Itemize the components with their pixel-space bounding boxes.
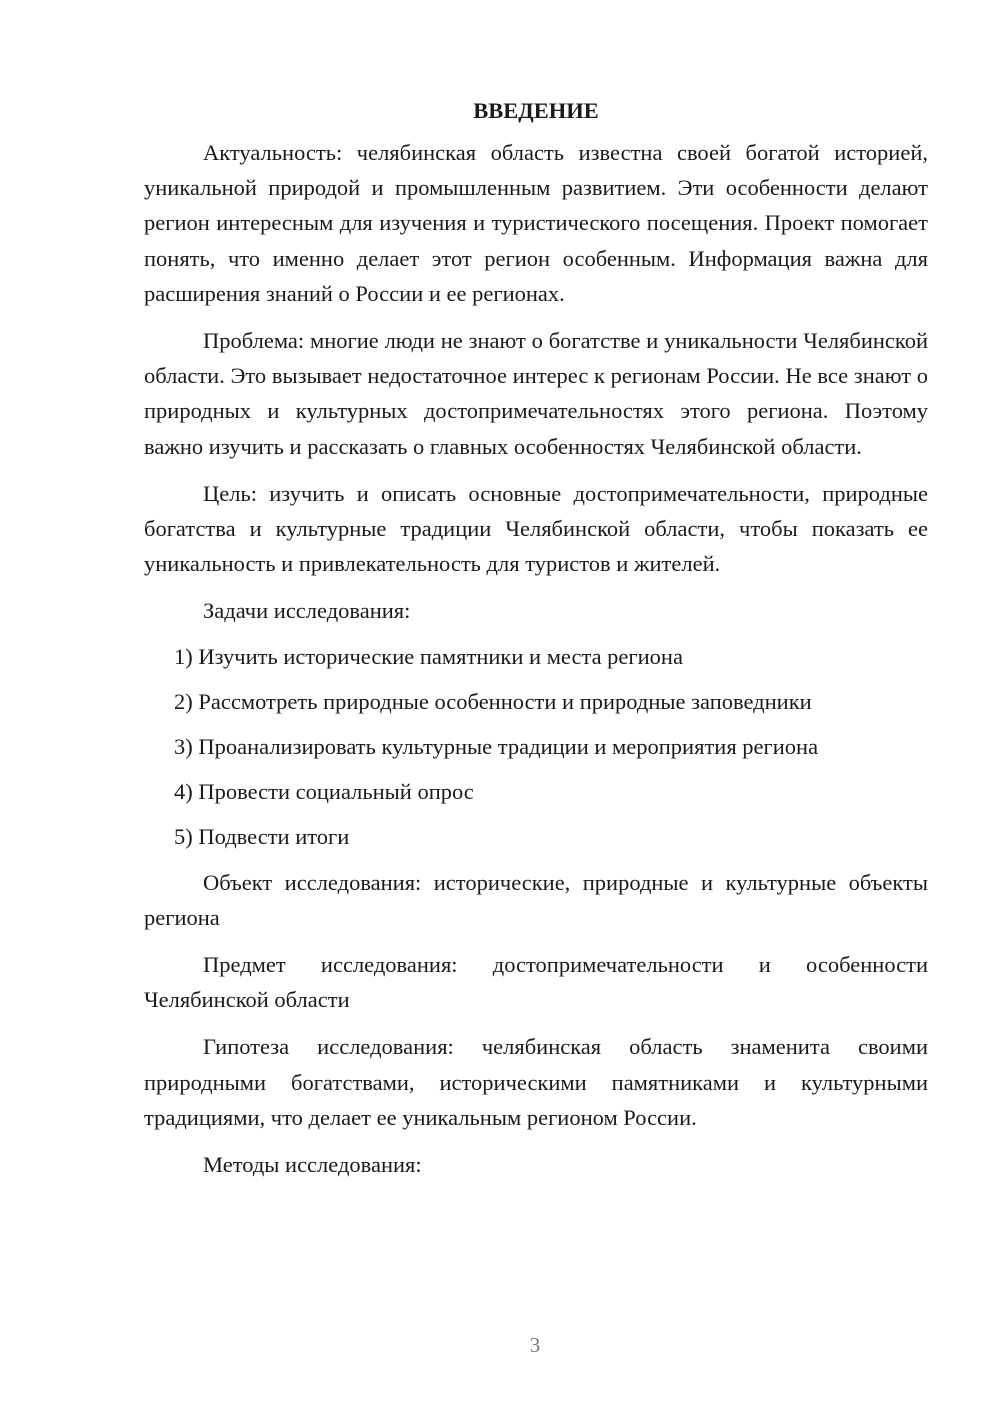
relevance-paragraph: Актуальность: челябинская область известна своей богатой историей, уникальной природой и промышленным развитием. Эти особенности делают регион интересным для изучения и туристического посещения. Проект помогает понять, что именно делает этот регион особенным. Информация важна для расширения знаний о России и ее регионах. [144, 140, 928, 306]
list-item: 4) Провести социальный опрос [174, 779, 474, 805]
tasks-list [144, 639, 928, 855]
problem-paragraph: Проблема: многие люди не знают о богатстве и уникальности Челябинской области. Это вызывает недостаточное интерес к регионам России. Не все знают о природных и культурных достопримечательностях этого региона. Поэтому важно изучить и рассказать о главных особенностях Челябинской области. [144, 328, 928, 459]
goal-paragraph: Цель: изучить и описать основные достопримечательности, природные богатства и культурные традиции Челябинской области, чтобы показать ее уникальность и привлекательность для туристов и жителей. [144, 480, 928, 577]
page-number: 3 [529, 1333, 541, 1357]
list-item: 3) Проанализировать культурные традиции и мероприятия региона [174, 734, 819, 760]
tasks-title: Задачи исследования: [203, 598, 411, 624]
list-item: 5) Подвести итоги [174, 824, 350, 850]
page-content [144, 93, 928, 1192]
hypothesis-paragraph: Гипотеза исследования: челябинская область знаменита своими природными богатствами, историческими памятниками и культурными традициями, что делает ее уникальным регионом России. [144, 1034, 928, 1130]
section-heading: ВВЕДЕНИЕ [473, 98, 599, 123]
subject-paragraph: Предмет исследования: достопримечательности и особенности Челябинской области [144, 952, 928, 1013]
list-item: 1) Изучить исторические памятники и места региона [174, 643, 683, 669]
list-item: 2) Рассмотреть природные особенности и природные заповедники [174, 688, 812, 714]
methods-title: Методы исследования: [203, 1152, 422, 1178]
object-paragraph: Объект исследования: исторические, природные и культурные объекты региона [144, 869, 928, 930]
